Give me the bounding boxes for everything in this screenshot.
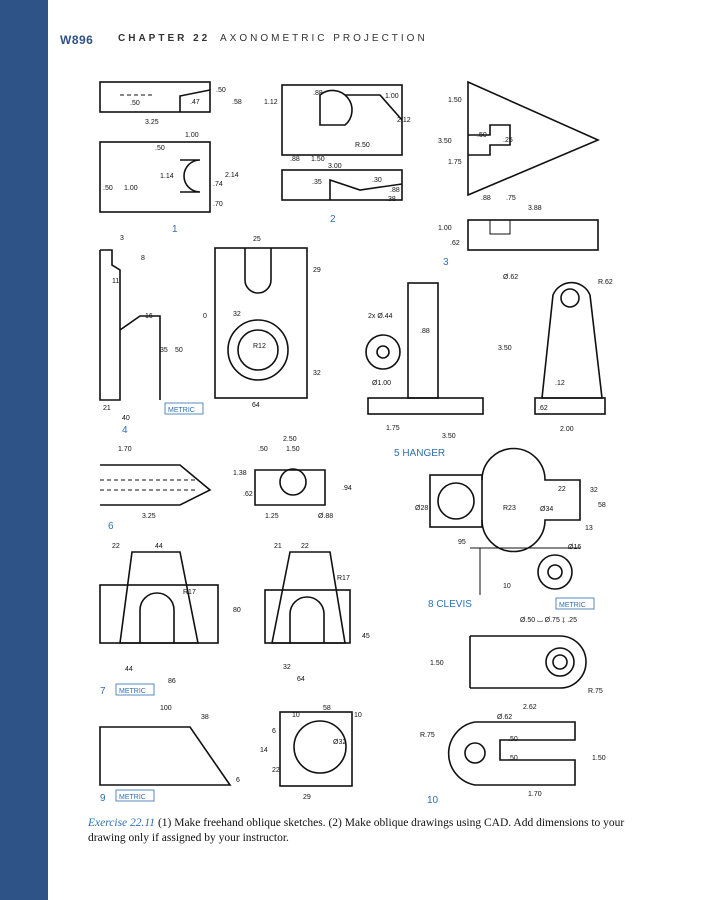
fig9-dim: 100 [160,705,172,712]
fig1-dim: 3.25 [145,119,159,126]
fig8-dim: Ø34 [540,506,554,513]
fig3-dim: 1.50 [448,97,462,104]
figure-1-label: 1 [172,224,178,235]
fig1-dim: .70 [213,201,223,208]
fig5-dim: Ø.62 [503,274,519,281]
fig9-dim: 38 [201,714,209,721]
fig7-dim: 64 [297,676,305,683]
fig3-dim: 3.88 [528,205,542,212]
fig2-dim: 3.00 [328,163,342,170]
figure-7-views [100,552,350,643]
fig9-dim: 58 [323,705,331,712]
fig7-dim: 22 [301,543,309,550]
fig1-dim: .50 [130,100,140,107]
fig5-dim: .88 [420,328,430,335]
fig2-dim: 1.12 [264,99,278,106]
exercise-number: Exercise 22.11 [88,817,156,829]
fig7-dim: 22 [112,543,120,550]
fig1-dim: .50 [103,185,113,192]
fig8-dim: 95 [458,539,466,546]
fig2-dim: .35 [312,179,322,186]
fig1-dim: .58 [232,99,242,106]
fig5-dim: 3.50 [442,433,456,440]
fig1-dim: .47 [190,99,200,106]
fig4-dim: 3 [120,235,124,242]
chapter-title: AXONOMETRIC PROJECTION [220,33,428,44]
fig3-dim: .88 [481,195,491,202]
fig5-dim: .62 [538,405,548,412]
fig8-dim: R23 [503,505,516,512]
fig6-dim: Ø.88 [318,513,334,520]
fig10-dim: .50 [508,755,518,762]
fig6-dim: .50 [258,446,268,453]
figure-9-label: 9 [100,793,106,804]
figure-8-metric-tag: METRIC [559,602,586,609]
fig4-dim: 29 [313,267,321,274]
fig1-dim: .50 [155,145,165,152]
fig6-dim: 1.50 [286,446,300,453]
figure-7-label: 7 [100,686,106,697]
figure-9-views [100,712,352,786]
fig4-dim: 32 [233,311,241,318]
fig9-dim: Ø32 [333,739,347,746]
fig1-dim: 2.14 [225,172,239,179]
fig7-dim: 21 [274,543,282,550]
figure-3-views [468,82,598,250]
fig5-dim: Ø1.00 [372,380,392,387]
figure-8-views [430,449,580,596]
fig4-dim: 21 [103,405,111,412]
fig2-dim: 1.00 [385,93,399,100]
fig5-dim: .12 [555,380,565,387]
fig5-dim: R.62 [598,279,613,286]
fig7-dim: 45 [362,633,370,640]
fig5-dim: 3.50 [498,345,512,352]
figure-4-label: 4 [122,425,128,436]
fig6-dim: 2.50 [283,436,297,443]
fig7-dim: R17 [337,575,350,582]
figure-10-label: 10 [427,795,439,806]
fig9-dim: 10 [292,712,300,719]
fig2-dim: .88 [290,156,300,163]
figure-5-label: 5 HANGER [394,448,446,459]
fig8-dim: Ø28 [415,505,429,512]
fig10-dim: .50 [508,736,518,743]
fig6-dim: .62 [243,491,253,498]
fig10-dim: 1.50 [430,660,444,667]
fig4-dim: 0 [203,313,207,320]
figure-10-views [449,636,586,785]
fig7-dim: R17 [183,589,196,596]
fig2-dim: .38 [386,196,396,203]
fig4-dim: 32 [313,370,321,377]
fig5-dim: 2.00 [560,426,574,433]
fig10-dim: R.75 [420,732,435,739]
fig9-dim: 14 [260,747,268,754]
fig2-dim: R.50 [355,142,370,149]
fig7-dim: 32 [283,664,291,671]
chapter-label: CHAPTER 22 [118,33,211,44]
fig1-dim: 1.00 [185,132,199,139]
fig9-dim: 6 [272,728,276,735]
fig10-dim: 2.62 [523,704,537,711]
figure-4-views [100,248,307,400]
fig8-dim: 13 [585,525,593,532]
figure-9-metric-tag: METRIC [119,794,146,801]
fig6-dim: 1.25 [265,513,279,520]
fig6-dim: 3.25 [142,513,156,520]
figure-2-label: 2 [330,214,336,225]
fig10-dim: 1.70 [528,791,542,798]
fig4-dim: 8 [141,255,145,262]
fig4-dim: 35 [160,347,168,354]
fig10-dim: Ø.62 [497,714,513,721]
fig6-dim: 1.70 [118,446,132,453]
page-number: W896 [60,33,94,47]
fig4-dim: 11 [112,278,120,285]
figure-7-metric-tag: METRIC [119,688,146,695]
fig4-dim: 40 [122,415,130,422]
fig5-dim: 2x Ø.44 [368,313,393,320]
fig10-dim: 1.50 [592,755,606,762]
fig7-dim: 44 [155,543,163,550]
figure-8-label: 8 CLEVIS [428,599,472,610]
fig9-dim: 6 [236,777,240,784]
fig7-dim: 44 [125,666,133,673]
fig4-dim: 16 [145,313,153,320]
figure-4-metric-tag: METRIC [168,407,195,414]
fig4-dim: R12 [253,343,266,350]
fig7-dim: 80 [233,607,241,614]
fig8-dim: 58 [598,502,606,509]
figure-6-views [100,465,325,505]
exercise-caption [88,816,628,846]
fig10-dim: Ø.50 ⌴ Ø.75 ↧ .25 [520,617,577,624]
fig8-dim: 32 [590,487,598,494]
fig4-dim: 64 [252,402,260,409]
fig3-dim: .25 [503,137,513,144]
fig3-dim: .50 [477,132,487,139]
fig4-dim: 25 [253,236,261,243]
fig2-dim: .88 [313,90,323,97]
fig3-dim: 1.75 [448,159,462,166]
fig9-dim: 22 [272,767,280,774]
figure-6-label: 6 [108,521,114,532]
fig7-dim: 86 [168,678,176,685]
fig1-dim: .50 [216,87,226,94]
figure-3-label: 3 [443,257,449,268]
fig5-dim: 1.75 [386,425,400,432]
fig6-dim: 1.38 [233,470,247,477]
fig3-dim: 3.50 [438,138,452,145]
fig2-dim: .30 [372,177,382,184]
fig1-dim: 1.00 [124,185,138,192]
fig2-dim: .88 [390,187,400,194]
figure-5-views [366,283,605,414]
fig2-dim: 1.50 [311,156,325,163]
fig9-dim: 29 [303,794,311,801]
fig3-dim: 1.00 [438,225,452,232]
fig10-dim: R.75 [588,688,603,695]
fig6-dim: .94 [342,485,352,492]
fig4-dim: 50 [175,347,183,354]
fig1-dim: 1.14 [160,173,174,180]
fig9-dim: 10 [354,712,362,719]
fig8-dim: 10 [503,583,511,590]
fig3-dim: .62 [450,240,460,247]
fig1-dim: .74 [213,181,223,188]
fig8-dim: 22 [558,486,566,493]
fig8-dim: Ø16 [568,544,582,551]
exercise-text: (1) Make freehand oblique sketches. (2) Make oblique drawings using CAD. Add dimensions to your drawing only if assigned by your instructor. [88,817,625,844]
fig2-dim: 2.12 [397,117,411,124]
figure-2-views [282,85,402,200]
fig3-dim: .75 [506,195,516,202]
